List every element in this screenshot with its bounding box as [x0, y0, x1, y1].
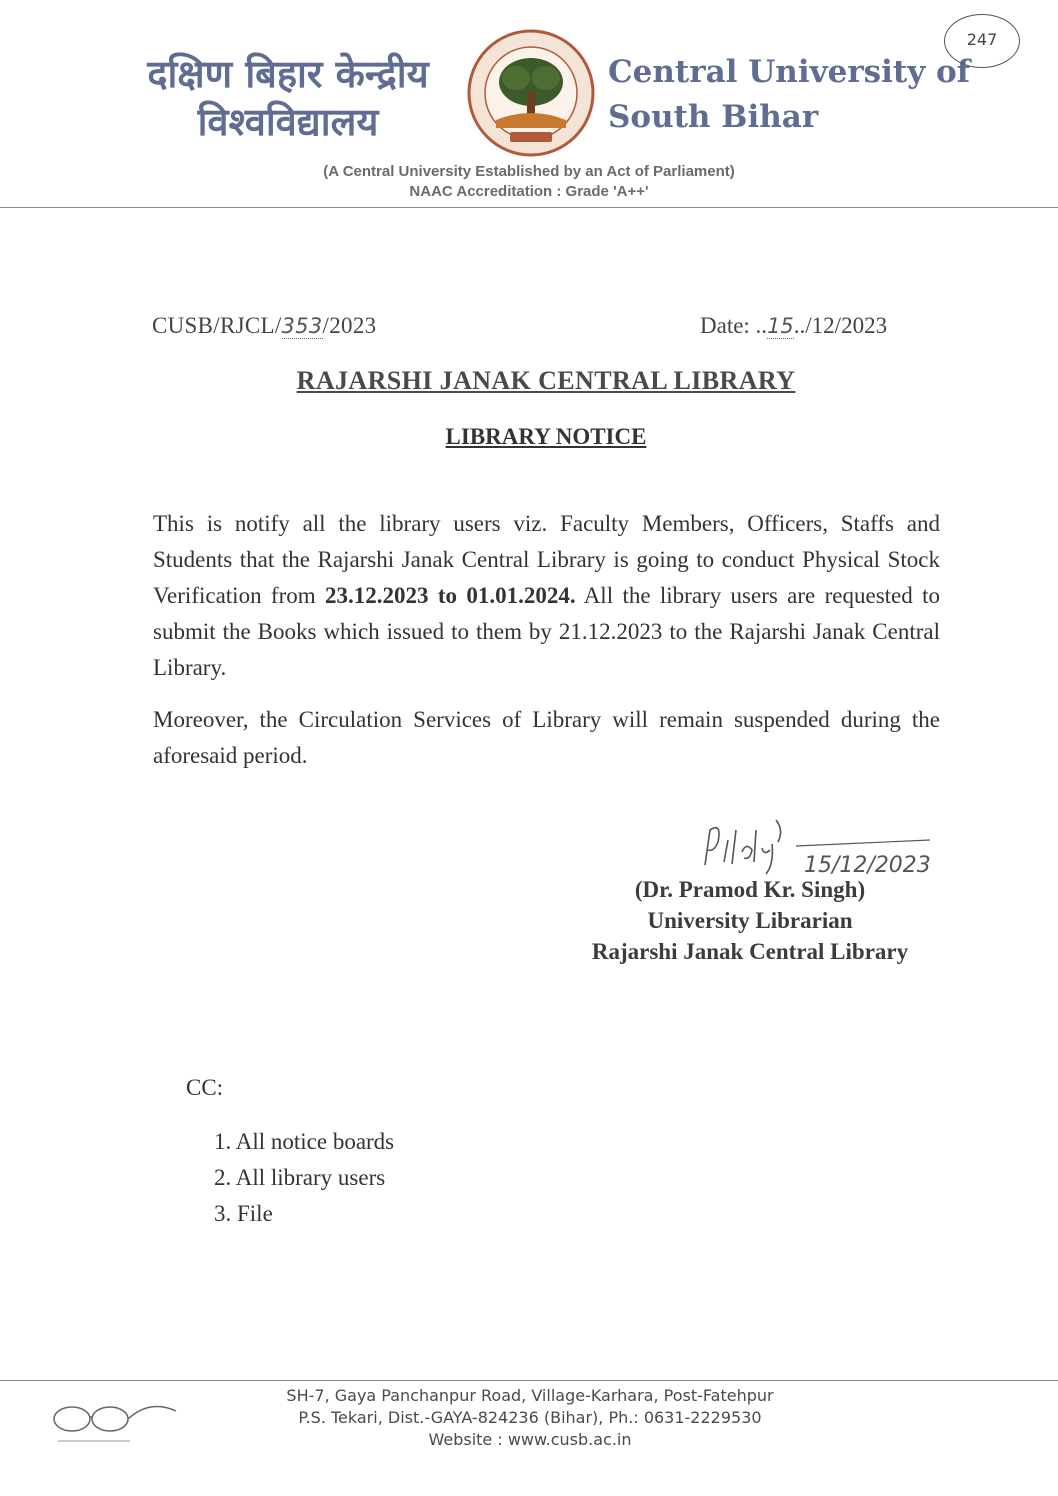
notice-paragraph-1	[153, 506, 940, 686]
signatory-designation: University Librarian	[647, 908, 853, 933]
library-title: RAJARSHI JANAK CENTRAL LIBRARY	[296, 366, 796, 395]
reference-handwritten-number: 353	[281, 314, 323, 338]
cc-item: 2. All library users	[214, 1165, 386, 1190]
university-address	[240, 1385, 820, 1451]
hindi-name-line2: विश्वविद्यालय	[197, 100, 379, 144]
accreditation-tagline: NAAC Accreditation : Grade 'A++'	[409, 183, 649, 200]
cc-item: 1. All notice boards	[214, 1129, 395, 1154]
university-name-hindi	[118, 50, 458, 146]
address-line2: P.S. Tekari, Dist.-GAYA-824236 (Bihar), Ph.: 0631-2229530	[298, 1408, 762, 1427]
date-label: Date: ..	[700, 313, 768, 338]
signature-date: 15/12/2023	[804, 853, 931, 878]
cc-label: CC:	[186, 1075, 224, 1100]
page-number-annotation: 247	[944, 14, 1020, 68]
signatory-office: Rajarshi Janak Central Library	[591, 939, 909, 964]
date-handwritten-day: 15	[767, 314, 794, 338]
paragraph-1-text-a: This is notify all the library users viz. Faculty Members, Officers, Staffs and Students that the Rajarshi Janak Central Library is going to conduct Physical Stock Verification from	[153, 511, 940, 608]
english-name-line1: Central University of	[608, 54, 971, 90]
cc-item: 3. File	[214, 1201, 273, 1226]
paragraph-1-text-b: All the library users are requested to submit the Books which issued to them by 21.12.2023 to the Rajarshi Janak Central Library.	[153, 583, 940, 680]
reference-prefix: CUSB/RJCL/	[152, 313, 282, 338]
university-name-english	[608, 50, 970, 140]
notice-date	[700, 313, 887, 339]
date-rest: ../12/2023	[793, 313, 888, 338]
address-line1: SH-7, Gaya Panchanpur Road, Village-Karhara, Post-Fatehpur	[286, 1386, 774, 1405]
notice-title: LIBRARY NOTICE	[445, 424, 647, 449]
notice-paragraph-2: Moreover, the Circulation Services of Library will remain suspended during the aforesaid period.	[153, 707, 940, 768]
hindi-name-line1: दक्षिण बिहार केन्द्रीय	[147, 52, 429, 96]
establishment-tagline: (A Central University Established by an Act of Parliament)	[323, 163, 735, 180]
english-name-line2: South Bihar	[608, 99, 819, 135]
signatory-name: (Dr. Pramod Kr. Singh)	[634, 877, 866, 902]
cc-list	[214, 1124, 394, 1232]
reference-suffix: /2023	[322, 313, 377, 338]
reference-number	[152, 313, 376, 339]
swachh-bharat-logo	[50, 1395, 190, 1455]
footer-divider	[0, 1380, 1058, 1381]
university-seal-logo	[466, 28, 596, 158]
website-line: Website : www.cusb.ac.in	[428, 1430, 632, 1449]
handwritten-signature	[700, 800, 980, 880]
header-divider	[0, 207, 1058, 208]
verification-dates: 23.12.2023 to 01.01.2024.	[324, 583, 576, 608]
signatory-block	[560, 874, 940, 967]
